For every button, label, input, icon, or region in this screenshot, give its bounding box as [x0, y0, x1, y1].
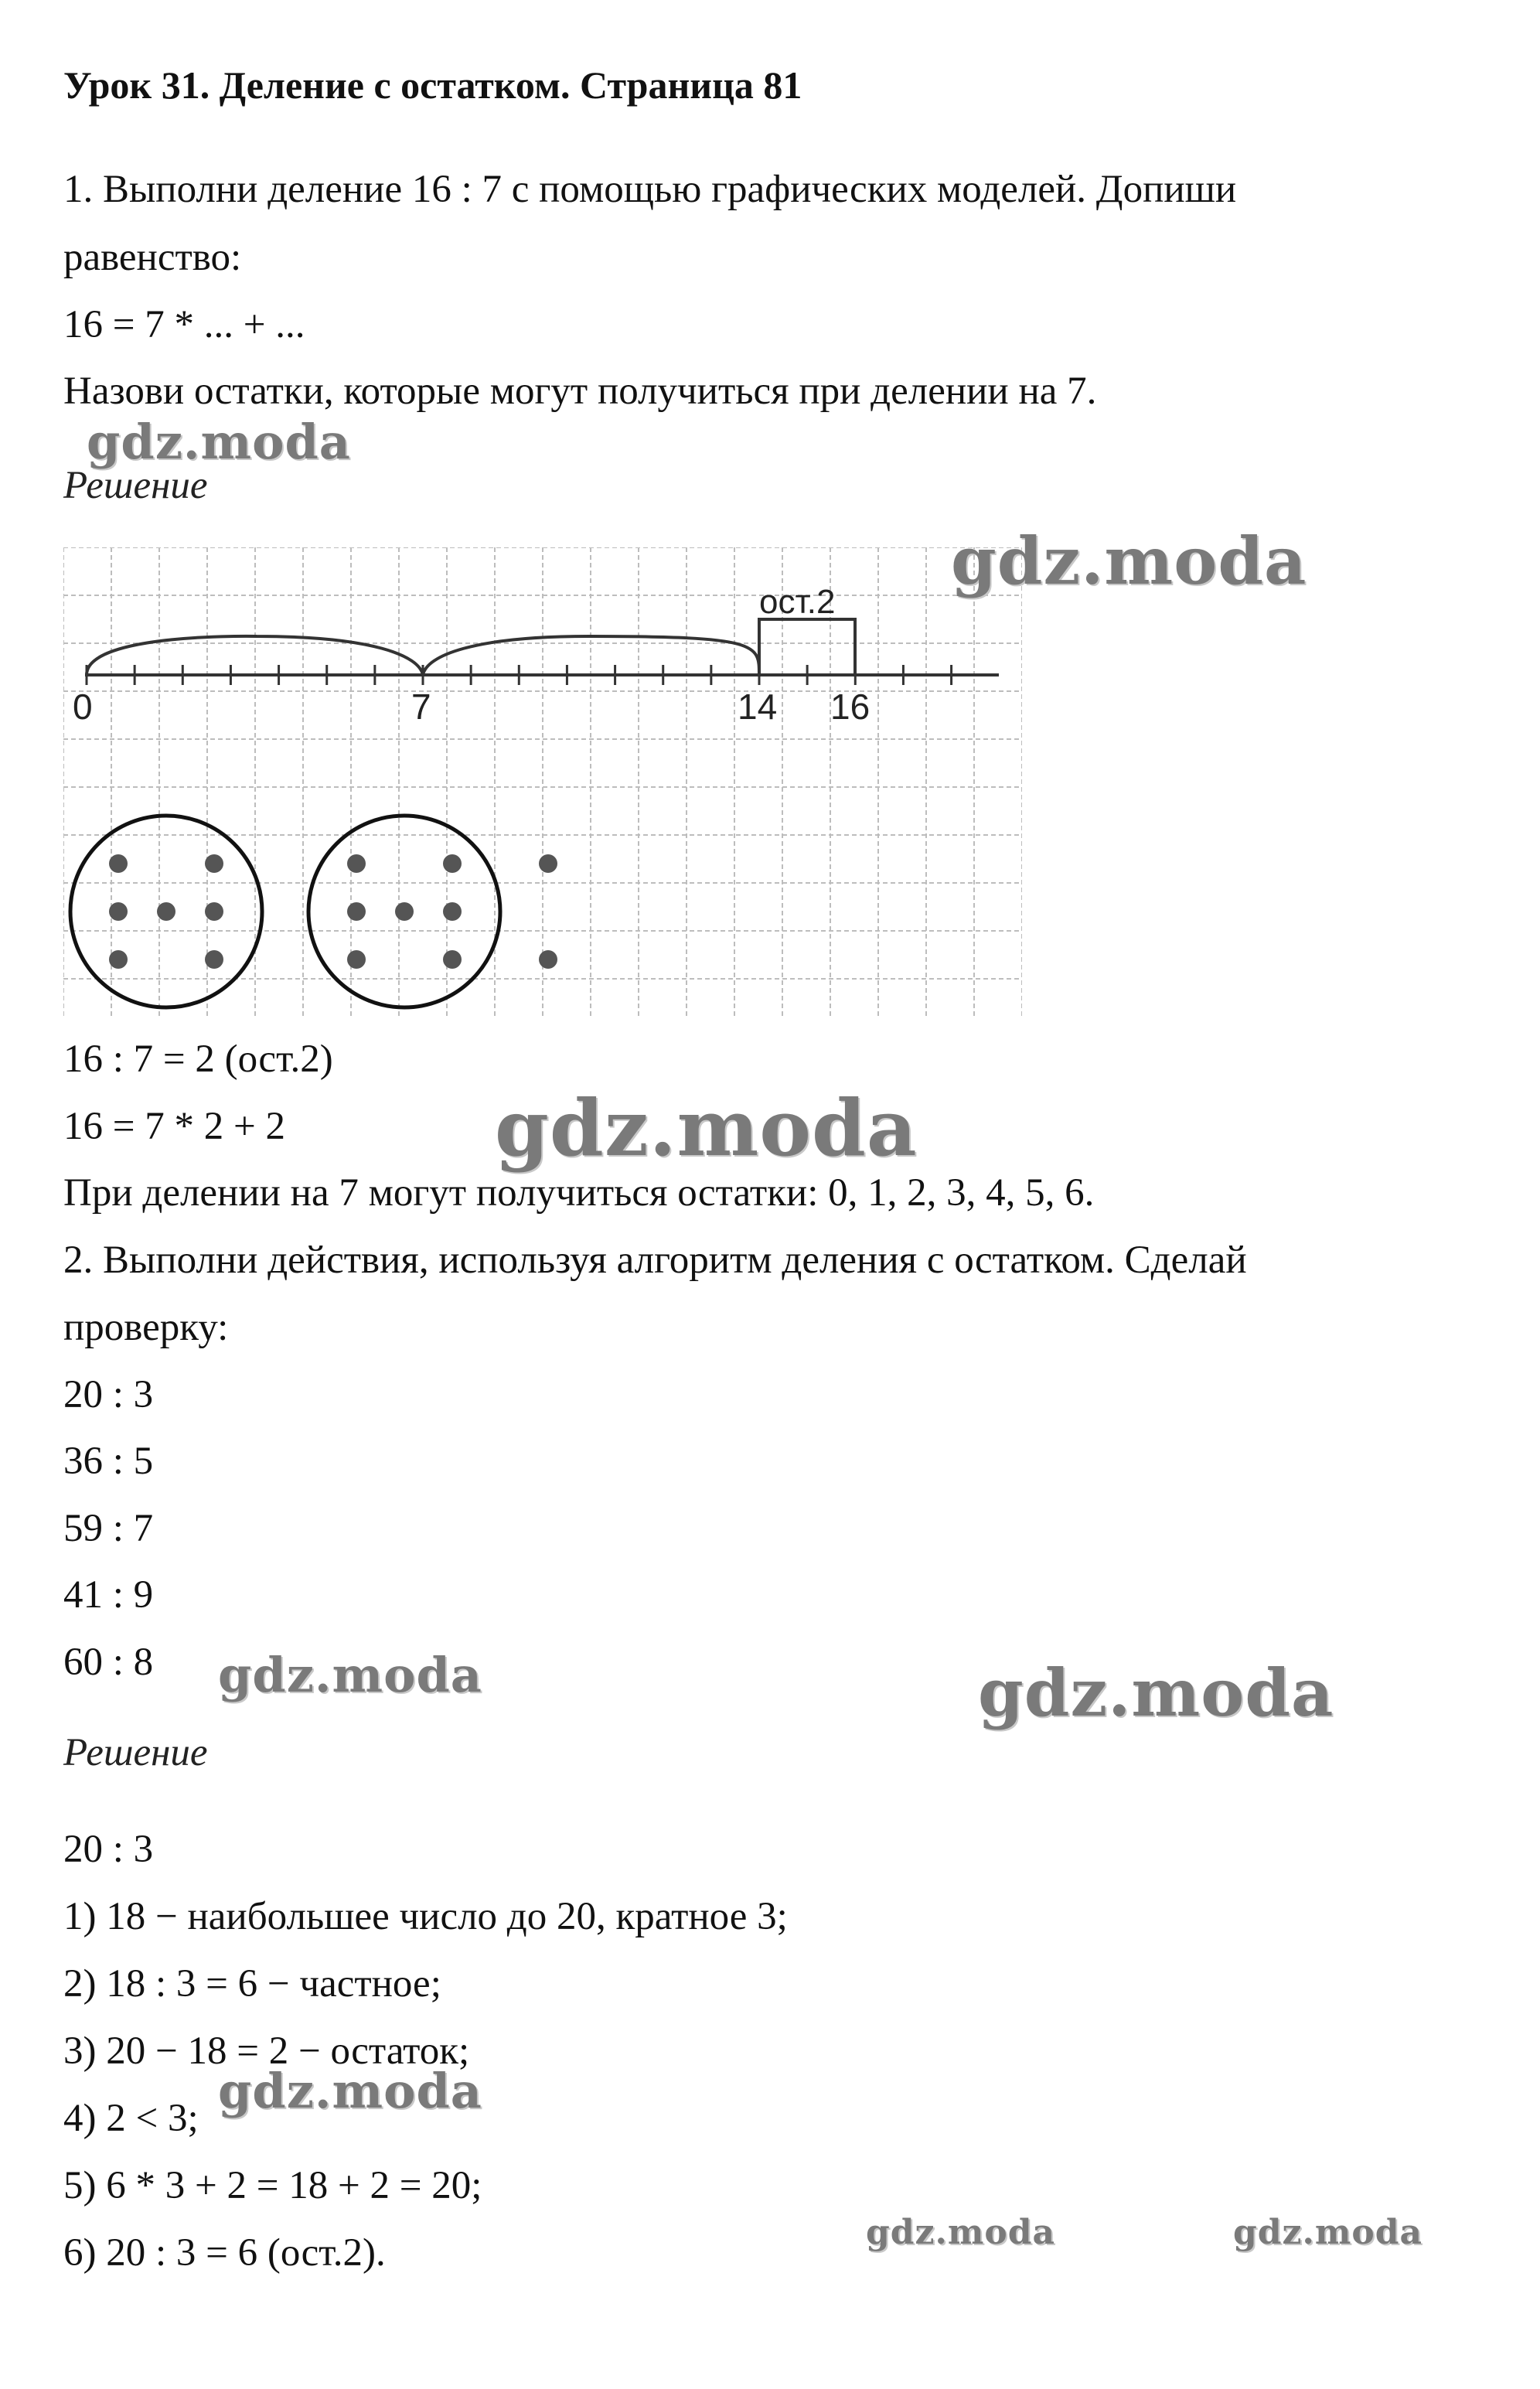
- solution2-step: 3) 20 − 18 = 2 − остаток;: [63, 2029, 470, 2073]
- answer1-line2: 16 = 7 * 2 + 2: [63, 1105, 286, 1148]
- solution2-heading: 20 : 3: [63, 1828, 154, 1871]
- solution2-step: 1) 18 − наибольшее число до 20, кратное 3;: [63, 1895, 788, 1938]
- solution2-step: 6) 20 : 3 = 6 (ост.2).: [63, 2231, 386, 2275]
- task1-question: Назови остатки, которые могут получиться при делении на 7.: [63, 370, 1097, 413]
- counter-dot: [443, 854, 462, 873]
- remainder-dot: [539, 854, 557, 873]
- answer1-line3: При делении на 7 могут получиться остатки: 0, 1, 2, 3, 4, 5, 6.: [63, 1171, 1095, 1215]
- task1-text-line1: 1. Выполни деление 16 : 7 с помощью графических моделей. Допиши: [63, 168, 1237, 211]
- tick-label-16: 16: [830, 687, 871, 727]
- tick-label-7: 7: [411, 687, 431, 727]
- task2-item: 59 : 7: [63, 1507, 154, 1550]
- solution2-step: 2) 18 : 3 = 6 − частное;: [63, 1962, 441, 2006]
- counter-dot: [109, 902, 128, 921]
- watermark: gdz.moda: [1233, 2213, 1423, 2252]
- lesson-title: Урок 31. Деление с остатком. Страница 81: [63, 63, 802, 107]
- task1-text-line2: равенство:: [63, 236, 242, 279]
- solution-label-2: Решение: [63, 1731, 208, 1774]
- watermark: gdz.moda: [87, 414, 351, 470]
- counter-dot: [157, 902, 175, 921]
- counter-dot: [109, 854, 128, 873]
- counter-dot: [109, 950, 128, 969]
- solution2-step: 5) 6 * 3 + 2 = 18 + 2 = 20;: [63, 2164, 482, 2207]
- answer1-line1: 16 : 7 = 2 (ост.2): [63, 1038, 333, 1081]
- task2-text-line1: 2. Выполни действия, используя алгоритм деления с остатком. Сделай: [63, 1239, 1247, 1282]
- watermark: gdz.moda: [218, 2063, 482, 2119]
- task2-item: 60 : 8: [63, 1641, 154, 1684]
- watermark: gdz.moda: [951, 523, 1307, 599]
- watermark: gdz.moda: [978, 1655, 1334, 1731]
- counter-dot: [205, 854, 223, 873]
- counter-dot: [395, 902, 414, 921]
- watermark: gdz.moda: [218, 1647, 482, 1703]
- grid-paper: [63, 547, 1022, 1016]
- solution-label-1: Решение: [63, 464, 208, 507]
- counter-dot: [443, 902, 462, 921]
- tick-label-0: 0: [73, 687, 93, 727]
- watermark: gdz.moda: [866, 2213, 1056, 2252]
- counter-dot: [347, 950, 366, 969]
- task2-item: 20 : 3: [63, 1373, 154, 1416]
- counter-dot: [205, 950, 223, 969]
- remainder-dot: [539, 950, 557, 969]
- task2-item: 36 : 5: [63, 1440, 154, 1483]
- watermark: gdz.moda: [495, 1082, 918, 1174]
- division-figure: [63, 547, 1022, 1016]
- tick-label-14: 14: [738, 687, 778, 727]
- counter-dot: [347, 902, 366, 921]
- task1-equation: 16 = 7 * ... + ...: [63, 303, 305, 346]
- solution2-step: 4) 2 < 3;: [63, 2097, 199, 2140]
- counter-dot: [443, 950, 462, 969]
- counter-dot: [347, 854, 366, 873]
- task2-item: 41 : 9: [63, 1573, 154, 1617]
- remainder-label: ост.2: [759, 583, 836, 621]
- task2-text-line2: проверку:: [63, 1306, 229, 1349]
- counter-dot: [205, 902, 223, 921]
